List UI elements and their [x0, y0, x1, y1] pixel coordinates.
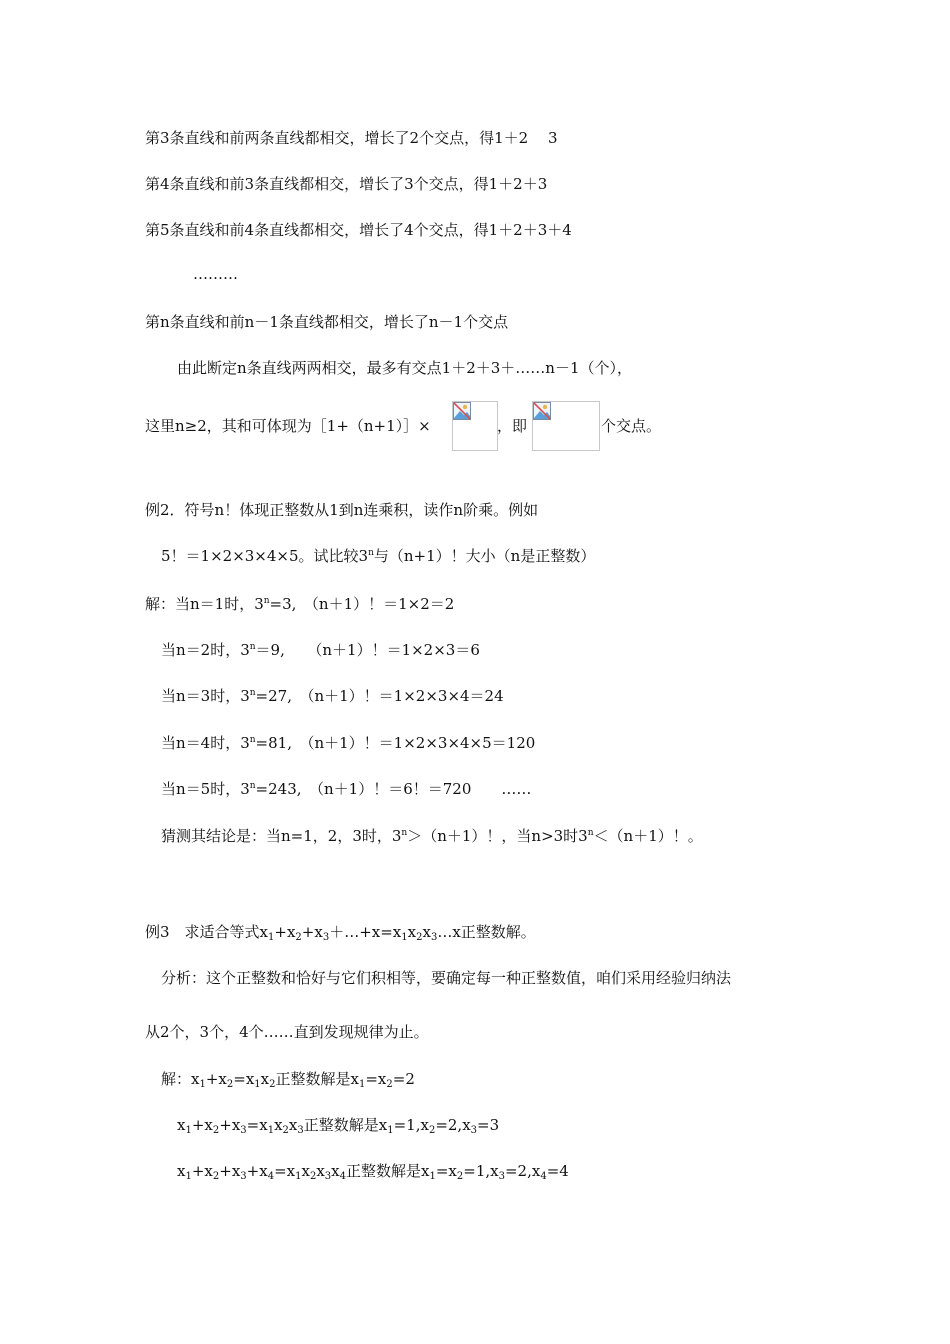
solution-line: $x_1+x_2+x_3+x_4=x_1x_2x_3x_4$正整数解是$x_1=x_2=1,x_3=2,x_4=4$	[177, 1162, 569, 1182]
broken-image-icon	[453, 402, 471, 420]
text-line: 当n＝3时，$3^n=27$, （n＋1）！＝1×2×3×4＝24	[161, 687, 504, 705]
text-line: 由此断定n条直线两两相交，最多有交点1＋2＋3＋……n－1（个），	[177, 359, 632, 377]
text-line: 5！＝1×2×3×4×5。试比较3$^n$与（n+1）！大小（n是正整数）	[161, 547, 596, 565]
text-line: 第4条直线和前3条直线都相交，增长了3个交点，得1＋2＋3	[145, 175, 548, 193]
text-line: 第3条直线和前两条直线都相交，增长了2个交点，得1＋2 3	[145, 129, 558, 147]
example-heading: 例2．符号n！体现正整数从1到n连乘积，读作n阶乘。例如	[145, 501, 539, 519]
text-segment: 个交点。	[601, 417, 662, 435]
formula-image	[452, 401, 498, 451]
example-heading: 例3 求适合等式$x_1+x_2+x_3+\dots+x=x_1x_2x_3\dots x$正整数解。	[145, 923, 536, 943]
ellipsis: ………	[193, 265, 238, 283]
broken-image-icon	[533, 402, 551, 420]
text-line: 解：当n＝1时，$3^n=3$, （n＋1）！＝1×2＝2	[145, 595, 455, 613]
text-segment: 这里n≥2，其和可体现为［1+（n+1）］×	[145, 417, 431, 435]
formula-image	[532, 401, 600, 451]
text-line: 当n＝5时，$3^n=243$, （n＋1）！＝6！＝720 ……	[161, 780, 532, 798]
text-line: 第5条直线和前4条直线都相交，增长了4个交点，得1＋2＋3＋4	[145, 221, 572, 239]
text-segment: ，即	[497, 417, 528, 435]
conclusion-line: 猜测其结论是：当n=1，2，3时，$3^n>(n+1)$！，当n>3时$3^n<(n+1)$！。	[161, 827, 703, 845]
text-line	[145, 415, 431, 436]
text-line: 当n＝4时，$3^n=81$, （n＋1）！＝1×2×3×4×5＝120	[161, 734, 536, 752]
solution-line: $x_1+x_2+x_3=x_1x_2x_3$正整数解是$x_1=1,x_2=2,x_3=3$	[177, 1116, 500, 1136]
solution-line: 解：$x_1+x_2=x_1x_2$正整数解是$x_1=x_2=2$	[161, 1070, 415, 1090]
text-line: 从2个，3个，4个……直到发现规律为止。	[145, 1023, 429, 1041]
analysis-line: 分析：这个正整数和恰好与它们积相等，要确定每一种正整数值，咱们采用经验归纳法	[161, 969, 732, 987]
text-line: 第n条直线和前n－1条直线都相交，增长了n－1个交点	[145, 313, 509, 331]
text-line: 当n＝2时，$3^n=9$, （n＋1）！＝1×2×3＝6	[161, 641, 480, 659]
